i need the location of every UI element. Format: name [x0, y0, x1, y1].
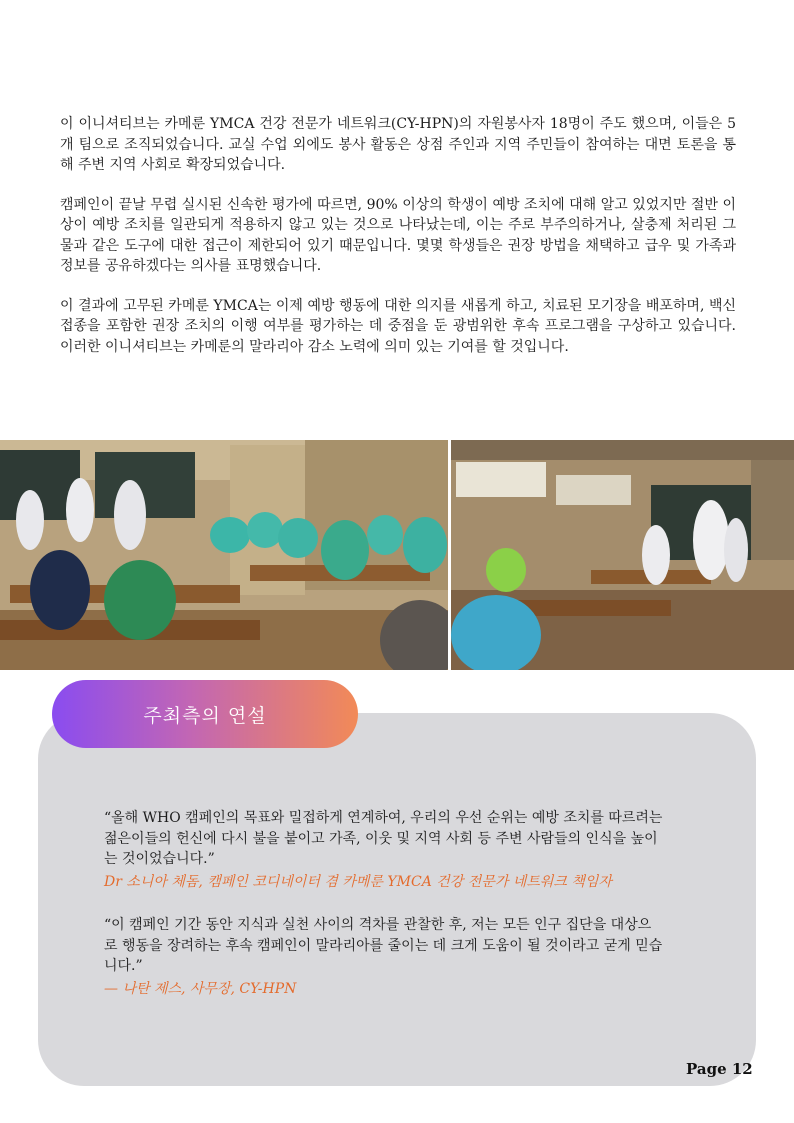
classroom-photo-right: [451, 440, 794, 670]
quote-attribution: Dr 소니아 체돔, 캠페인 코디네이터 겸 카메룬 YMCA 건강 전문가 네트워크 책임자: [104, 873, 612, 890]
quote-attribution: — 나탄 제스, 사무장, CY-HPN: [104, 980, 297, 997]
classroom-photo-left: [0, 440, 448, 670]
classroom-photo-left-image: [0, 440, 448, 670]
article-body: [60, 114, 736, 376]
quote-text: “이 캠페인 기간 동안 지식과 실천 사이의 격차를 관찰한 후, 저는 모든 인구 집단을 대상으로 행동을 장려하는 후속 캠페인이 말라리아를 줄이는 데 크게 도움이 될 것이라고 굳게 믿습니다.”: [104, 917, 663, 974]
speech-quote: [104, 915, 664, 999]
body-paragraph: 이 결과에 고무된 카메룬 YMCA는 이제 예방 행동에 대한 의지를 새롭게 하고, 치료된 모기장을 배포하며, 백신 접종을 포함한 권장 조치의 이행 여부를 평가하는 데 중점을 둔 광범위한 후속 프로그램을 구상하고 있습니다. 이러한 이니셔티브는 카메룬의 말라리아 감소 노력에 의미 있는 기여를 할 것입니다.: [60, 297, 736, 355]
quote-text: “올해 WHO 캠페인의 목표와 밀접하게 연계하여, 우리의 우선 순위는 예방 조치를 따르려는 젊은이들의 헌신에 다시 불을 붙이고 가족, 이웃 및 지역 사회 등 주변 사람들의 인식을 높이는 것이었습니다.”: [104, 810, 663, 867]
body-paragraph: 이 이니셔티브는 카메룬 YMCA 건강 전문가 네트워크(CY-HPN)의 자원봉사자 18명이 주도 했으며, 이들은 5개 팀으로 조직되었습니다. 교실 수업 외에도 봉사 활동은 상점 주인과 지역 주민들이 참여하는 대면 토론을 통해 주변 지역 사회로 확장되었습니다.: [60, 116, 736, 173]
body-paragraph: 캠페인이 끝날 무렵 실시된 신속한 평가에 따르면, 90% 이상의 학생이 예방 조치에 대해 알고 있었지만 절반 이상이 예방 조치를 일관되게 적용하지 않고 있는 것으로 나타났는데, 이는 주로 부주의하거나, 살충제 처리된 그물과 같은 도구에 대한 접근이 제한되어 있기 때문입니다. 몇몇 학생들은 권장 방법을 채택하고 급우 및 가족과 정보를 공유하겠다는 의사를 표명했습니다.: [60, 196, 736, 274]
page-number: Page 12: [686, 1060, 753, 1078]
speech-box: [38, 713, 756, 1086]
speech-quote: [104, 808, 664, 892]
speech-heading-pill: 주최측의 연설: [52, 680, 358, 748]
classroom-photo-right-image: [451, 440, 794, 670]
